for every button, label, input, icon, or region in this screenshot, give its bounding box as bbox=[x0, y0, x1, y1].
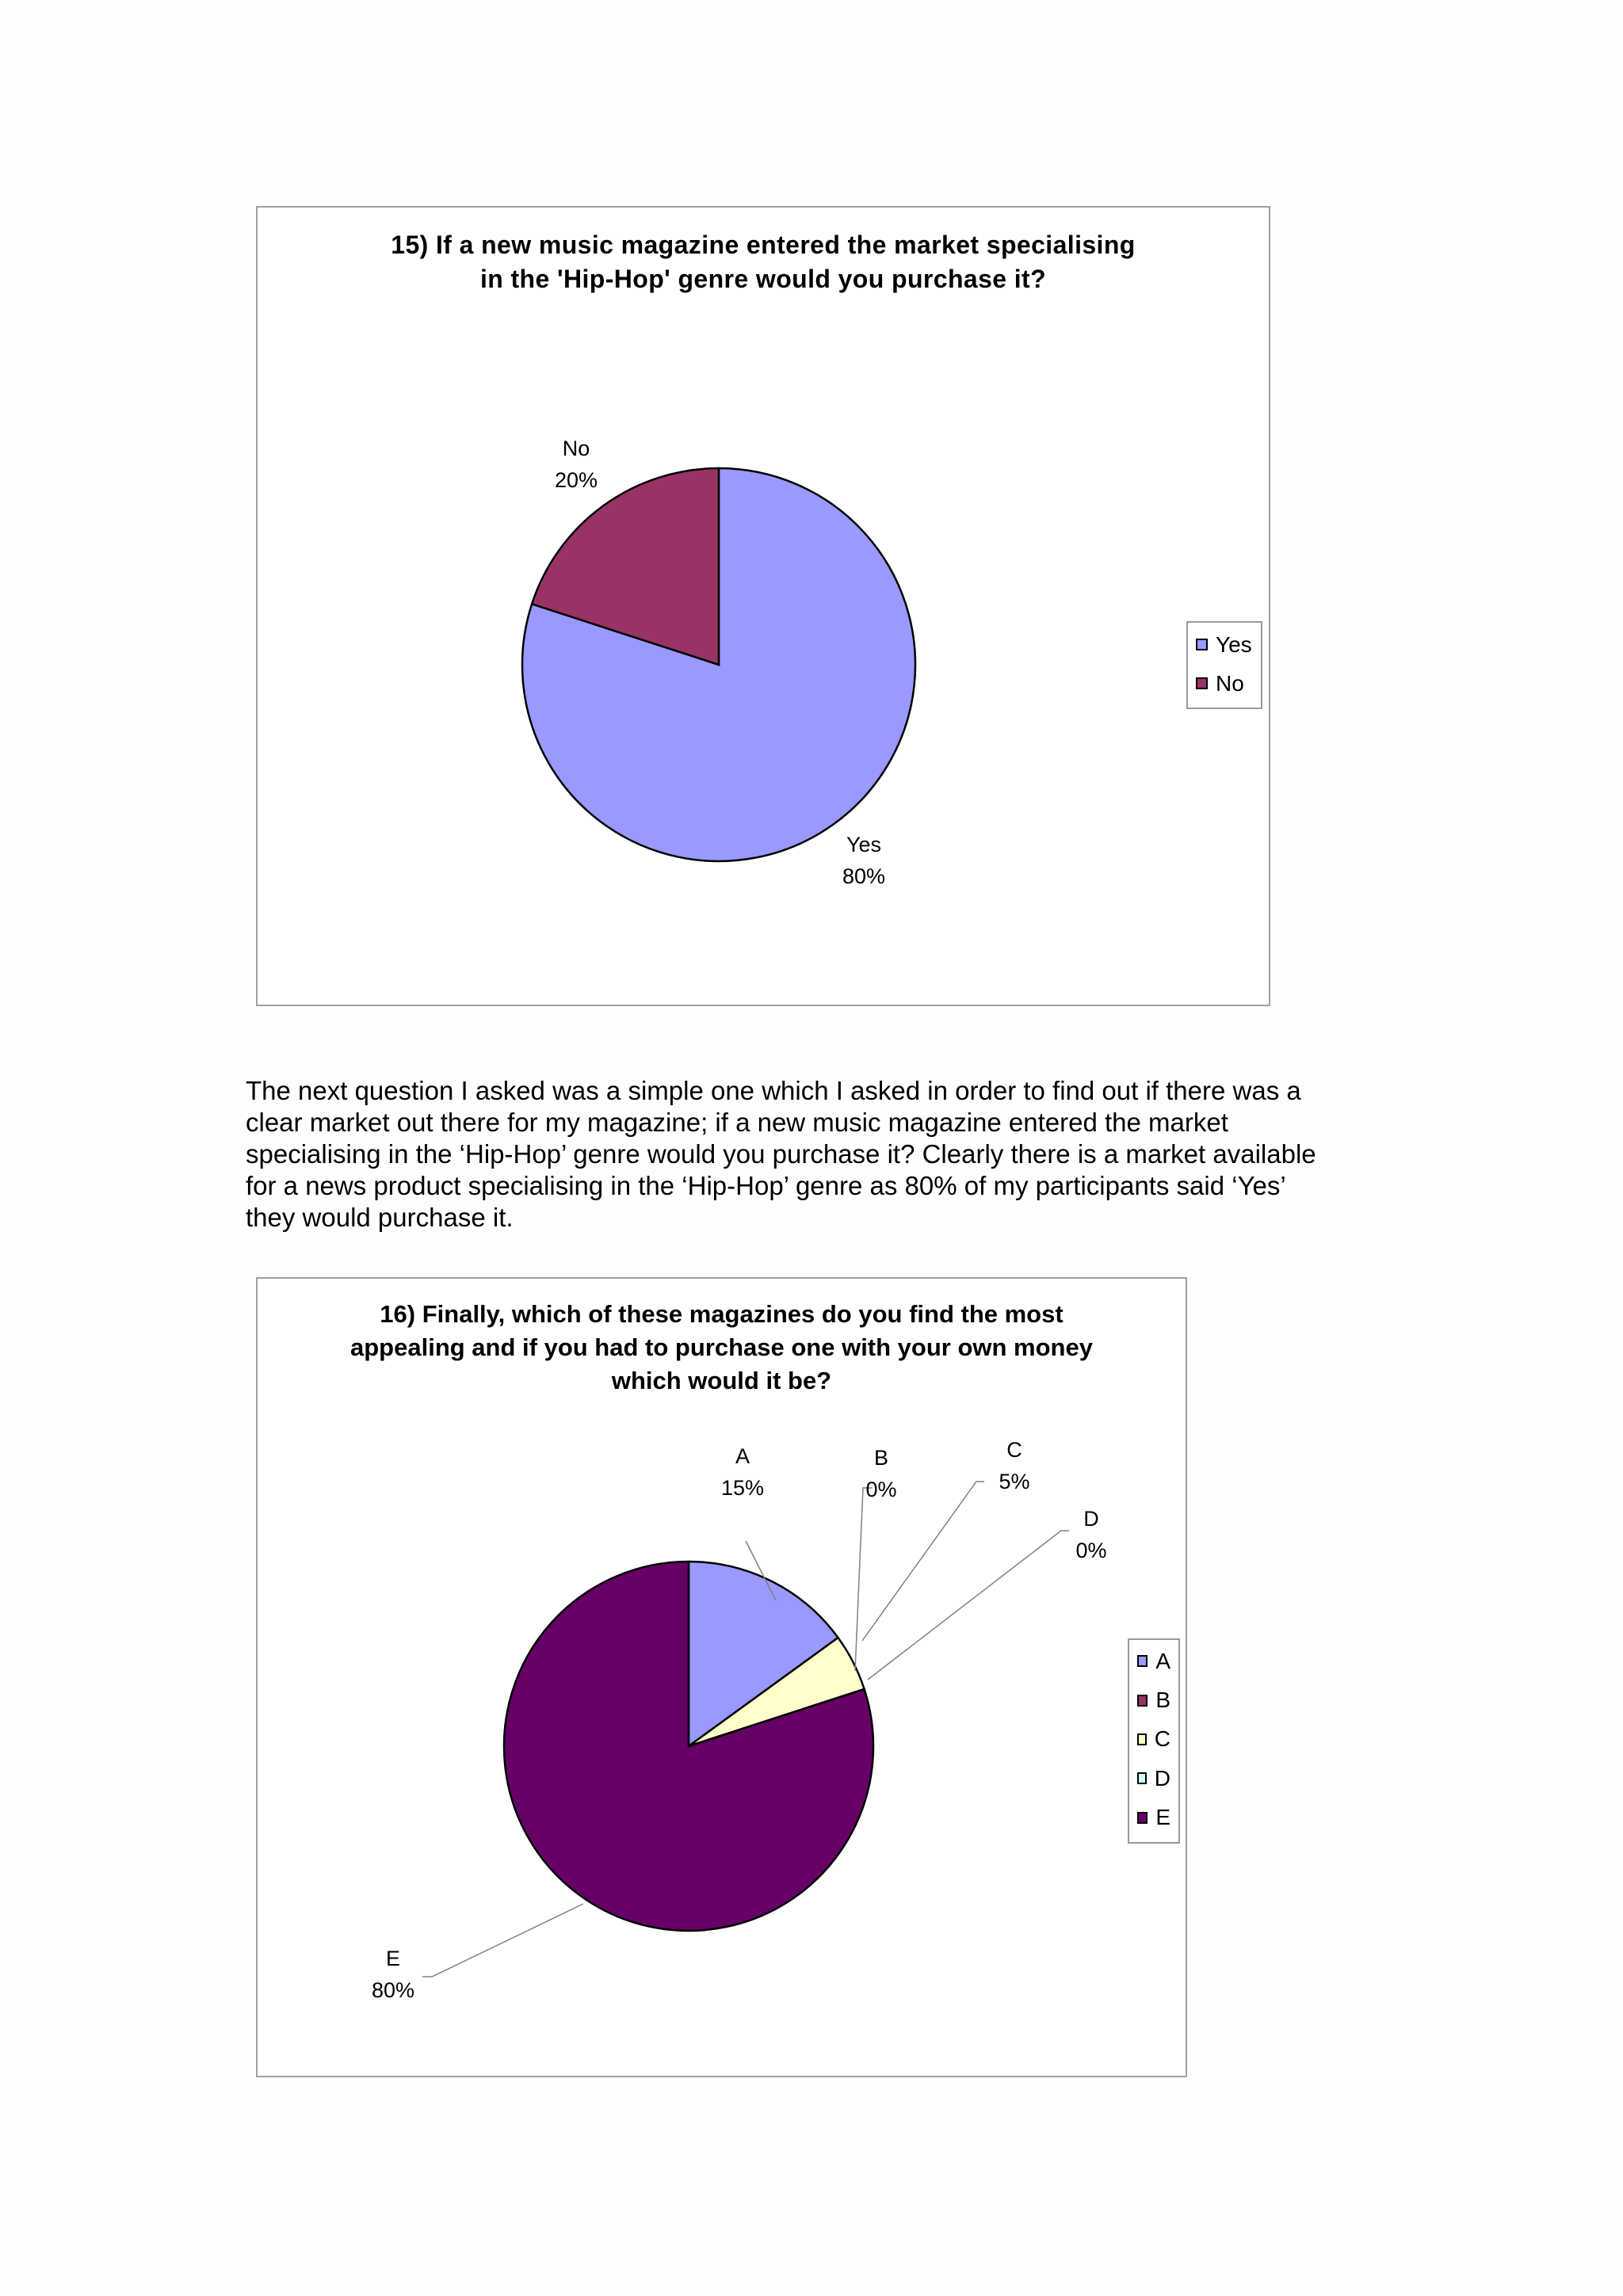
chart-title: 16) Finally, which of these magazines do you find the most appealing and if you had to purchase one with your own money which would it be? bbox=[350, 1300, 1093, 1394]
slice-label-value: 5% bbox=[999, 1470, 1030, 1493]
pie-chart bbox=[258, 1279, 1189, 2079]
legend-label: E bbox=[1155, 1805, 1170, 1830]
slice-label-name: B bbox=[873, 1446, 889, 1470]
slice-label-name: D bbox=[1083, 1507, 1099, 1531]
chart-legend bbox=[1128, 1638, 1180, 1844]
chart-title: 15) If a new music magazine entered the market specialising in the 'Hip-Hop' genre would you purchase it? bbox=[391, 231, 1136, 293]
pie-chart bbox=[258, 208, 1272, 1008]
slice-label-name: C bbox=[1006, 1438, 1022, 1462]
chart-magazine-preference bbox=[256, 1277, 1187, 2077]
legend-item-no bbox=[1196, 664, 1253, 703]
legend-item-e bbox=[1137, 1798, 1170, 1837]
slice-label-name: A bbox=[735, 1444, 750, 1468]
legend-label: B bbox=[1155, 1688, 1170, 1713]
slice-label-value: 20% bbox=[554, 468, 598, 492]
body-paragraph: The next question I asked was a simple one which I asked in order to find out if there was a clear market out there for my magazine; if a new music magazine entered the market specialising in the ‘Hip-Hop’ genre would you purchase it? Clearly there is a market available for a news product specialising in the ‘Hip-Hop’ genre as 80% of my participants said ‘Yes’ they would purchase it. bbox=[246, 1076, 1316, 1232]
legend-item-yes bbox=[1196, 625, 1253, 664]
legend-swatch bbox=[1196, 677, 1208, 689]
slice-label-value: 80% bbox=[842, 864, 886, 888]
legend-swatch bbox=[1137, 1772, 1147, 1784]
leader-line-c bbox=[862, 1482, 984, 1641]
legend-swatch bbox=[1137, 1655, 1148, 1667]
legend-label: D bbox=[1154, 1765, 1170, 1791]
slice-label-value: 0% bbox=[1075, 1539, 1107, 1562]
slice-label-name: E bbox=[385, 1947, 401, 1970]
legend-item-a bbox=[1137, 1642, 1170, 1680]
legend-label: No bbox=[1216, 670, 1244, 696]
leader-line-d bbox=[868, 1531, 1069, 1680]
legend-swatch bbox=[1137, 1733, 1147, 1745]
leader-line-e bbox=[422, 1904, 583, 1977]
legend-label: C bbox=[1154, 1726, 1170, 1752]
chart-legend bbox=[1186, 621, 1262, 709]
leader-line-b bbox=[855, 1488, 873, 1671]
slice-label-value: 15% bbox=[720, 1476, 765, 1500]
legend-item-b bbox=[1137, 1680, 1170, 1719]
chart-hiphop-purchase bbox=[256, 206, 1270, 1006]
legend-swatch bbox=[1137, 1695, 1148, 1707]
legend-item-d bbox=[1137, 1759, 1170, 1798]
legend-label: A bbox=[1155, 1648, 1170, 1673]
slice-label-name: Yes bbox=[846, 833, 882, 856]
slice-label-name: No bbox=[562, 437, 590, 460]
slice-label-value: 0% bbox=[865, 1478, 897, 1501]
legend-swatch bbox=[1137, 1812, 1148, 1824]
legend-item-c bbox=[1137, 1720, 1170, 1759]
legend-label: Yes bbox=[1216, 631, 1252, 657]
legend-swatch bbox=[1196, 639, 1208, 650]
slice-label-value: 80% bbox=[371, 1978, 415, 2002]
